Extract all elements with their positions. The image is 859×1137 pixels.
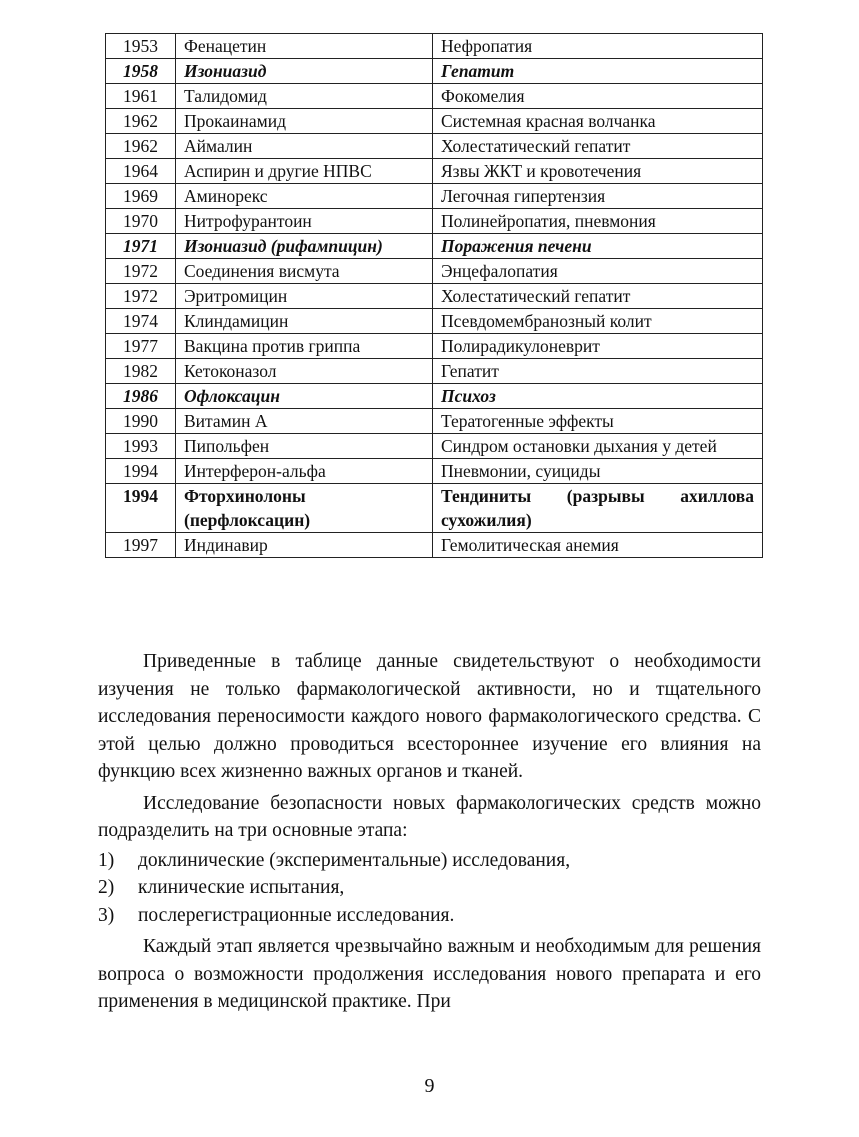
drug-cell: Аймалин bbox=[176, 134, 433, 159]
drug-cell: Индинавир bbox=[176, 533, 433, 558]
effect-cell: Гепатит bbox=[433, 59, 763, 84]
drug-cell: Талидомид bbox=[176, 84, 433, 109]
effect-cell: Гемолитическая анемия bbox=[433, 533, 763, 558]
effect-cell: Поражения печени bbox=[433, 234, 763, 259]
table-row bbox=[106, 234, 763, 259]
page-number: 9 bbox=[424, 1075, 435, 1097]
list-item-text: доклинические (экспериментальные) исследования, bbox=[138, 849, 571, 871]
effect-cell: Синдром остановки дыхания у детей bbox=[433, 434, 763, 459]
year-cell: 1997 bbox=[106, 533, 176, 558]
drug-cell: Клиндамицин bbox=[176, 309, 433, 334]
table-row bbox=[106, 209, 763, 234]
list-item-text: послерегистрационные исследования. bbox=[138, 904, 455, 926]
effect-cell: Энцефалопатия bbox=[433, 259, 763, 284]
body-text bbox=[98, 648, 761, 1016]
effect-cell: Психоз bbox=[433, 384, 763, 409]
drug-cell: Фенацетин bbox=[176, 34, 433, 59]
table-row bbox=[106, 259, 763, 284]
drug-cell: Витамин А bbox=[176, 409, 433, 434]
effect-cell: Гепатит bbox=[433, 359, 763, 384]
effect-cell: Пневмонии, суициды bbox=[433, 459, 763, 484]
year-cell: 1961 bbox=[106, 84, 176, 109]
list-item bbox=[98, 847, 761, 875]
drug-cell: Пипольфен bbox=[176, 434, 433, 459]
effect-cell: Холестатический гепатит bbox=[433, 284, 763, 309]
year-cell: 1974 bbox=[106, 309, 176, 334]
table-row bbox=[106, 384, 763, 409]
year-cell: 1972 bbox=[106, 284, 176, 309]
table-row bbox=[106, 484, 763, 533]
year-cell: 1962 bbox=[106, 109, 176, 134]
year-cell: 1982 bbox=[106, 359, 176, 384]
year-cell: 1958 bbox=[106, 59, 176, 84]
drug-cell: Интерферон-альфа bbox=[176, 459, 433, 484]
table-row bbox=[106, 84, 763, 109]
drug-cell: Офлоксацин bbox=[176, 384, 433, 409]
drug-cell: Нитрофурантоин bbox=[176, 209, 433, 234]
year-cell: 1964 bbox=[106, 159, 176, 184]
stages-list bbox=[98, 847, 761, 930]
drug-cell: Соединения висмута bbox=[176, 259, 433, 284]
table-row bbox=[106, 184, 763, 209]
effect-cell: Псевдомембранозный колит bbox=[433, 309, 763, 334]
list-number: 3) bbox=[98, 904, 115, 926]
year-cell: 1972 bbox=[106, 259, 176, 284]
drug-cell: Прокаинамид bbox=[176, 109, 433, 134]
drug-cell: Изониазид bbox=[176, 59, 433, 84]
table-row bbox=[106, 533, 763, 558]
effect-cell: Легочная гипертензия bbox=[433, 184, 763, 209]
table-row bbox=[106, 309, 763, 334]
effect-cell: Полинейропатия, пневмония bbox=[433, 209, 763, 234]
year-cell: 1962 bbox=[106, 134, 176, 159]
drug-cell: Аспирин и другие НПВС bbox=[176, 159, 433, 184]
year-cell: 1993 bbox=[106, 434, 176, 459]
effect-cell: Тератогенные эффекты bbox=[433, 409, 763, 434]
effect-cell: Нефропатия bbox=[433, 34, 763, 59]
effect-cell: Фокомелия bbox=[433, 84, 763, 109]
list-item bbox=[98, 902, 761, 930]
drug-cell: Изониазид (рифампицин) bbox=[176, 234, 433, 259]
year-cell: 1953 bbox=[106, 34, 176, 59]
drug-cell: Кетоконазол bbox=[176, 359, 433, 384]
table-row bbox=[106, 34, 763, 59]
paragraph: Каждый этап является чрезвычайно важным и необходимым для решения вопроса о возможности продолжения исследования нового препарата и его применения в медицинской практике. При bbox=[98, 936, 761, 1012]
drug-cell: Вакцина против гриппа bbox=[176, 334, 433, 359]
paragraph: Исследование безопасности новых фармакологических средств можно подразделить на три основные этапа: bbox=[98, 792, 761, 841]
effect-cell: Тендиниты (разрывы ахиллова сухожилия) bbox=[433, 484, 763, 533]
year-cell: 1971 bbox=[106, 234, 176, 259]
drug-cell: Эритромицин bbox=[176, 284, 433, 309]
list-item-text: клинические испытания, bbox=[138, 877, 345, 898]
effect-cell: Холестатический гепатит bbox=[433, 134, 763, 159]
drug-cell: Фторхинолоны (перфлоксацин) bbox=[176, 484, 433, 533]
table-row bbox=[106, 159, 763, 184]
table-row bbox=[106, 284, 763, 309]
year-cell: 1977 bbox=[106, 334, 176, 359]
paragraph: Приведенные в таблице данные свидетельствуют о необходимости изучения не только фармакологической активности, но и тщательного исследования переносимости каждого нового фармакологического средства. С этой целью должно проводиться всестороннее изучение его влияния на функцию всех жизненно важных органов и тканей. bbox=[98, 651, 761, 782]
effect-cell: Системная красная волчанка bbox=[433, 109, 763, 134]
year-cell: 1994 bbox=[106, 459, 176, 484]
year-cell: 1986 bbox=[106, 384, 176, 409]
table-row bbox=[106, 459, 763, 484]
table-row bbox=[106, 409, 763, 434]
table-row bbox=[106, 334, 763, 359]
year-cell: 1994 bbox=[106, 484, 176, 533]
year-cell: 1969 bbox=[106, 184, 176, 209]
list-item bbox=[98, 874, 761, 902]
list-number: 2) bbox=[98, 877, 115, 898]
list-number: 1) bbox=[98, 849, 115, 871]
table-row bbox=[106, 134, 763, 159]
year-cell: 1970 bbox=[106, 209, 176, 234]
table-row bbox=[106, 434, 763, 459]
effect-cell: Полирадикулоневрит bbox=[433, 334, 763, 359]
drug-cell: Аминорекс bbox=[176, 184, 433, 209]
table-row bbox=[106, 59, 763, 84]
effect-cell: Язвы ЖКТ и кровотечения bbox=[433, 159, 763, 184]
year-cell: 1990 bbox=[106, 409, 176, 434]
table-row bbox=[106, 109, 763, 134]
drug-side-effects-table bbox=[105, 33, 763, 558]
table-row bbox=[106, 359, 763, 384]
